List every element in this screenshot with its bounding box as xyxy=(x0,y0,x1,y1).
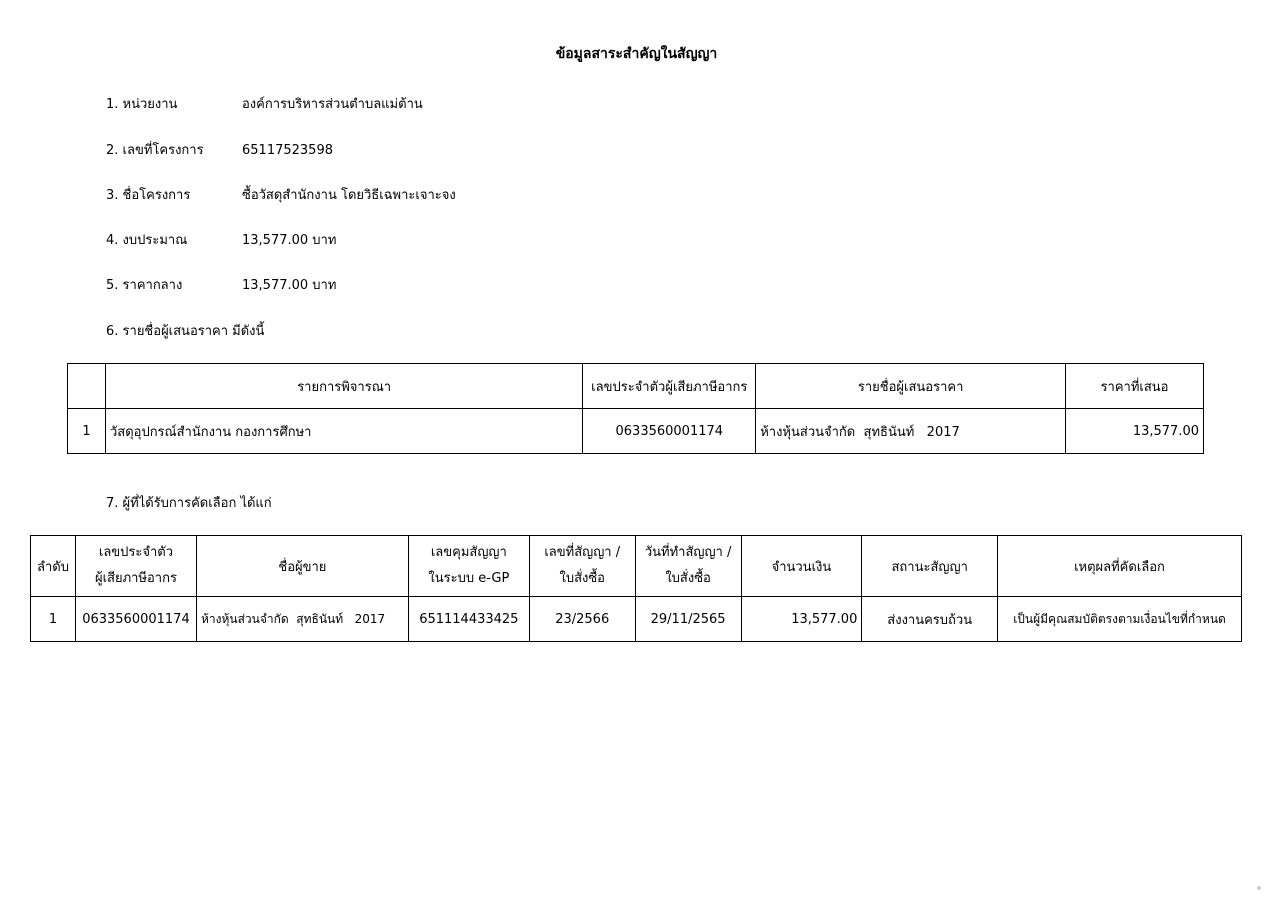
field-value: 13,577.00 บาท xyxy=(242,233,337,248)
table-cell: 13,577.00 xyxy=(741,597,862,642)
page-title: ข้อมูลสาระสำคัญในสัญญา xyxy=(555,46,718,62)
table-cell: ห้างหุ้นส่วนจำกัด สุทธินันท์ 2017 xyxy=(756,409,1066,454)
header-cell: เลขคุมสัญญา ในระบบ e-GP xyxy=(408,536,529,597)
section-title: 7. ผู้ที่ได้รับการคัดเลือก ได้แก่ xyxy=(106,496,272,511)
header-cell: เหตุผลที่คัดเลือก xyxy=(998,536,1242,597)
bidders-table xyxy=(67,363,1204,454)
corner-mark xyxy=(1257,886,1261,890)
field-label: 5. ราคากลาง xyxy=(106,278,183,293)
header-cell: วันที่ทำสัญญา / ใบสั่งซื้อ xyxy=(635,536,741,597)
header-cell: ราคาที่เสนอ xyxy=(1066,364,1204,409)
table-cell: 1 xyxy=(31,597,76,642)
header-cell: เลขที่สัญญา / ใบสั่งซื้อ xyxy=(529,536,635,597)
field-value: 65117523598 xyxy=(242,143,333,158)
table-cell: 23/2566 xyxy=(529,597,635,642)
field-value: ซื้อวัสดุสำนักงาน โดยวิธีเฉพาะเจาะจง xyxy=(242,188,456,203)
table-cell: 13,577.00 xyxy=(1066,409,1204,454)
table-cell: 0633560001174 xyxy=(75,597,196,642)
field-value: 13,577.00 บาท xyxy=(242,278,337,293)
section-title: 6. รายชื่อผู้เสนอราคา มีดังนี้ xyxy=(106,324,265,339)
header-cell: เลขประจำตัว ผู้เสียภาษีอากร xyxy=(75,536,196,597)
field-value: องค์การบริหารส่วนตำบลแม่ต้าน xyxy=(242,97,423,112)
table-cell: เป็นผู้มีคุณสมบัติตรงตามเงื่อนไขที่กำหนด xyxy=(998,597,1242,642)
table-cell: 0633560001174 xyxy=(583,409,756,454)
header-cell: ชื่อผู้ขาย xyxy=(196,536,408,597)
header-cell: เลขประจำตัวผู้เสียภาษีอากร xyxy=(583,364,756,409)
table-cell: วัสดุอุปกรณ์สำนักงาน กองการศึกษา xyxy=(105,409,582,454)
field-label: 4. งบประมาณ xyxy=(106,233,188,248)
table-cell: ห้างหุ้นส่วนจำกัด สุทธินันท์ 2017 xyxy=(196,597,408,642)
header-cell: รายชื่อผู้เสนอราคา xyxy=(756,364,1066,409)
field-label: 2. เลขที่โครงการ xyxy=(106,143,204,158)
field-label: 3. ชื่อโครงการ xyxy=(106,188,191,203)
header-cell xyxy=(68,364,106,409)
table-row xyxy=(31,597,1242,642)
table-cell: 29/11/2565 xyxy=(635,597,741,642)
table-row xyxy=(68,409,1204,454)
table-cell: 651114433425 xyxy=(408,597,529,642)
header-cell: ลำดับ xyxy=(31,536,76,597)
table-header-row xyxy=(31,536,1242,597)
header-cell: จำนวนเงิน xyxy=(741,536,862,597)
header-cell: สถานะสัญญา xyxy=(862,536,998,597)
winner-table xyxy=(30,535,1242,642)
table-header-row xyxy=(68,364,1204,409)
table-cell: 1 xyxy=(68,409,106,454)
field-label: 1. หน่วยงาน xyxy=(106,97,178,112)
table-cell: ส่งงานครบถ้วน xyxy=(862,597,998,642)
header-cell: รายการพิจารณา xyxy=(105,364,582,409)
